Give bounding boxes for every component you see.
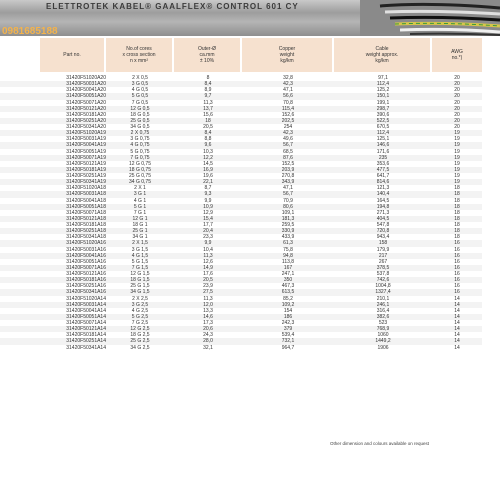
cable-cores-image [360,0,500,36]
cell-cores: 5 G 0,75 [130,148,150,155]
cell-part-no: 31420F50071A18 [66,209,106,216]
cell-outer-diameter: 12,9 [203,209,213,216]
cell-copper-weight: 70,9 [283,197,293,204]
cell-cable-weight: 1327,4 [334,289,432,295]
cell-part-no: 31420F51020A20 [66,75,106,82]
cell-part-no: 31420F50121A14 [0,326,106,332]
cell-awg: 16 [454,258,460,265]
cell-awg: 16 [432,253,482,259]
cell-part-no: 31420F50251A14 [0,338,106,344]
cell-cable-weight: 382,6 [334,314,432,320]
cell-cable-weight: 235 [334,155,432,161]
cell-awg: 14 [432,326,482,332]
cell-awg: 18 [454,209,460,216]
cell-awg: 14 [454,320,460,327]
cell-outer-diameter: 8,4 [174,130,242,136]
cell-copper-weight: 203,9 [242,167,334,173]
cell-outer-diameter: 9,3 [174,191,242,197]
cell-part-no: 31420F51020A16 [0,240,106,246]
cell-copper-weight: 270,8 [281,173,295,180]
cell-awg: 18 [432,216,482,222]
cell-cores: 12 G 1 [106,216,174,222]
cell-copper-weight: 85,2 [283,295,293,302]
cell-cores: 7 G 1,5 [106,265,174,271]
cell-cores: 3 G 0,5 [106,81,174,87]
cell-part-no: 31420F50041A19 [0,142,106,148]
cell-awg: 16 [432,240,482,246]
cell-awg: 20 [454,111,460,118]
cell-cores: 34 G 0,75 [106,179,174,185]
cell-part-no: 31420F50341A20 [66,124,106,131]
cell-copper-weight: 343,9 [242,179,334,185]
cell-part-no: 31420F50181A19 [0,167,106,173]
cell-part-no: 31420F50071A20 [66,99,106,106]
cell-copper-weight: 350 [242,277,334,283]
cell-copper-weight: 202,5 [242,118,334,124]
cell-copper-weight: 154 [283,307,293,314]
cell-outer-diameter: 20,5 [203,124,213,131]
cell-part-no: 31420F50181A14 [66,332,106,339]
cell-part-no: 31420F50341A14 [66,344,106,351]
cell-copper-weight: 152,6 [281,111,295,118]
cell-cable-weight: 140,4 [334,191,432,197]
cell-cable-weight: 150,1 [334,93,432,99]
watermark-phone: 0981685188 [2,26,58,36]
cell-cable-weight: 1060 [377,332,389,339]
cell-awg: 19 [454,160,460,167]
cell-cores: 3 G 0,75 [130,136,150,143]
cell-cable-weight: 112,4 [334,81,432,87]
cell-cable-weight: 125,1 [376,136,390,143]
cell-cable-weight: 523 [378,320,388,327]
cell-cores: 18 G 2,5 [130,332,150,339]
cell-outer-diameter: 12,2 [174,155,242,161]
cell-cable-weight: 670,5 [376,124,390,131]
cell-part-no: 31420F50071A16 [0,265,106,271]
cell-awg: 20 [432,118,482,124]
cell-cores: 2 X 0,5 [132,75,148,82]
cell-cable-weight: 267 [378,258,388,265]
cell-awg: 18 [454,234,460,241]
cell-cable-weight: 125,2 [376,87,390,94]
cell-cores: 12 G 0,5 [106,106,174,112]
cell-outer-diameter: 13,7 [174,106,242,112]
cell-copper-weight: 109,1 [281,209,295,216]
cell-outer-diameter: 27,5 [174,289,242,295]
footnote: Other dimension and colours available on request [330,441,430,446]
cell-part-no: 31420F50041A14 [66,307,106,314]
cell-copper-weight: 113,8 [281,258,295,265]
cell-awg: 14 [454,332,460,339]
cell-awg: 14 [432,338,482,344]
cell-awg: 18 [454,185,460,192]
cell-awg: 14 [432,314,482,320]
banner-title: ELETTROTEK KABEL® GAALFLEX® CONTROL 601 CY [46,2,299,11]
cell-cable-weight: 164,5 [376,197,390,204]
cell-outer-diameter: 11,3 [203,295,213,302]
cell-awg: 20 [432,81,482,87]
cell-part-no: 31420F50251A20 [0,118,106,124]
cell-copper-weight: 80,6 [242,204,334,210]
cell-cores: 7 G 0,5 [131,99,149,106]
cell-copper-weight: 68,5 [283,148,293,155]
cable-data-table [0,75,482,351]
cell-outer-diameter: 16,9 [174,167,242,173]
cable-banner [0,0,500,36]
cell-awg: 19 [432,130,482,136]
cell-cores: 25 G 1 [106,228,174,234]
cell-cores: 5 G 1 [106,204,174,210]
header-cores: No.of cores x cross section n x mm² [106,38,172,72]
cell-part-no: 31420F50041A20 [66,87,106,94]
cell-outer-diameter: 15,4 [174,216,242,222]
cell-outer-diameter: 15,6 [203,111,213,118]
cell-outer-diameter: 9,6 [174,142,242,148]
cell-outer-diameter: 14,5 [203,160,213,167]
cell-cable-weight: 316,4 [376,307,390,314]
cell-part-no: 31420F50251A16 [66,283,106,290]
cell-part-no: 31420F50041A16 [0,253,106,259]
cell-copper-weight: 32,8 [283,75,293,82]
cell-part-no: 31420F50051A20 [0,93,106,99]
cell-outer-diameter: 19,6 [203,173,213,180]
cell-part-no: 31420F50181A16 [0,277,106,283]
cell-cores: 34 G 0,5 [130,124,150,131]
cell-awg: 19 [454,148,460,155]
header-awg: AWG no.*) [432,38,482,72]
cell-cores: 4 G 0,75 [106,142,174,148]
cell-part-no: 31420F50181A20 [66,111,106,118]
cell-cores: 25 G 0,5 [106,118,174,124]
cell-outer-diameter: 14,6 [174,314,242,320]
cell-cores: 3 G 1,5 [131,246,149,253]
cell-outer-diameter: 9,9 [204,197,212,204]
cell-outer-diameter: 20,4 [174,228,242,234]
cell-cable-weight: 522,5 [334,118,432,124]
cell-awg: 19 [432,142,482,148]
cell-outer-diameter: 32,1 [203,344,213,351]
cell-cores: 5 G 1,5 [131,258,149,265]
cell-outer-diameter: 17,7 [203,222,213,229]
table-row [0,345,482,351]
cell-copper-weight: 330,9 [242,228,334,234]
cell-outer-diameter: 18 [174,118,242,124]
cell-outer-diameter: 12,6 [203,258,213,265]
cell-cores: 2 X 0,75 [106,130,174,136]
cell-cores: 34 G 1 [132,234,148,241]
cell-outer-diameter: 11,3 [174,253,242,259]
cell-awg: 20 [454,124,460,131]
cell-cores: 18 G 0,75 [106,167,174,173]
cell-cable-weight: 171,6 [376,148,390,155]
cell-copper-weight: 115,4 [242,106,334,112]
cell-cores: 12 G 1,5 [130,271,150,278]
cell-copper-weight: 186 [242,314,334,320]
cell-cable-weight: 814,6 [334,179,432,185]
cell-outer-diameter: 8,8 [204,136,212,143]
cell-cable-weight: 1906 [377,344,389,351]
cell-part-no: 31420F51020A18 [66,185,106,192]
cell-awg: 19 [454,173,460,180]
cell-awg: 14 [454,307,460,314]
cell-part-no: 31420F50031A18 [0,191,106,197]
cell-cable-weight: 210,1 [376,295,390,302]
cell-copper-weight: 259,5 [281,222,295,229]
cell-awg: 18 [454,222,460,229]
cell-cable-weight: 537,8 [376,271,390,278]
cell-part-no: 31420F50121A16 [66,271,106,278]
cell-awg: 19 [432,167,482,173]
cell-cable-weight: 97,1 [378,75,388,82]
cell-awg: 19 [454,136,460,143]
cell-part-no: 31420F50121A20 [0,106,106,112]
cell-outer-diameter: 28,0 [174,338,242,344]
cell-copper-weight: 49,6 [283,136,293,143]
cell-copper-weight: 732,1 [242,338,334,344]
cell-awg: 16 [454,271,460,278]
cell-cable-weight: 246,1 [334,302,432,308]
cell-copper-weight: 247,1 [281,271,295,278]
cell-part-no: 31420F50251A19 [66,173,106,180]
cell-copper-weight: 433,9 [281,234,295,241]
cell-cable-weight: 1449,2 [334,338,432,344]
cell-awg: 14 [454,344,460,351]
cell-part-no: 31420F50181A18 [66,222,106,229]
cell-cores: 34 G 1,5 [106,289,174,295]
cell-outer-diameter: 14,9 [174,265,242,271]
cell-outer-diameter: 8,9 [204,87,212,94]
cell-outer-diameter: 11,3 [203,99,213,106]
cell-awg: 16 [432,277,482,283]
cell-outer-diameter: 8,7 [204,185,212,192]
cell-awg: 20 [432,106,482,112]
cell-cores: 5 G 2,5 [106,314,174,320]
cell-part-no: 31420F50051A19 [66,148,106,155]
cell-copper-weight: 539,4 [281,332,295,339]
cell-cores: 2 X 1,5 [106,240,174,246]
cell-part-no: 31420F51020A19 [0,130,106,136]
cell-part-no: 31420F50031A16 [66,246,106,253]
cell-outer-diameter: 20,6 [174,326,242,332]
cell-cable-weight: 298,7 [334,106,432,112]
cell-cores: 7 G 2,5 [131,320,149,327]
cell-copper-weight: 467,3 [281,283,295,290]
cell-part-no: 31420F51020A14 [66,295,106,302]
cell-cable-weight: 378,5 [334,265,432,271]
cell-cable-weight: 547,8 [376,222,390,229]
cell-part-no: 31420F50341A16 [0,289,106,295]
cell-outer-diameter: 9,7 [174,93,242,99]
cell-cable-weight: 943,4 [376,234,390,241]
cell-awg: 16 [454,283,460,290]
cell-copper-weight: 75,8 [283,246,293,253]
cell-cable-weight: 217 [334,253,432,259]
cell-cable-weight: 353,6 [376,160,390,167]
cell-part-no: 31420F50031A19 [66,136,106,143]
cell-cores: 25 G 1,5 [130,283,150,290]
cell-cores: 4 G 1,5 [106,253,174,259]
cell-cores: 2 X 2,5 [132,295,148,302]
cell-cable-weight: 112,4 [334,130,432,136]
cell-copper-weight: 167 [242,265,334,271]
cell-cable-weight: 390,6 [376,111,390,118]
cell-copper-weight: 613,5 [242,289,334,295]
cell-copper-weight: 47,1 [283,87,293,94]
cell-outer-diameter: 8,4 [174,81,242,87]
cell-part-no: 31420F50121A19 [66,160,106,167]
cell-part-no: 31420F50031A14 [0,302,106,308]
cell-copper-weight: 152,5 [281,160,295,167]
cell-copper-weight: 94,8 [242,253,334,259]
cell-copper-weight: 379 [242,326,334,332]
header-part-no: Part no. [40,38,104,72]
cell-cable-weight: 768,9 [334,326,432,332]
cell-copper-weight: 109,2 [242,302,334,308]
cell-outer-diameter: 24,3 [203,332,213,339]
cell-cores: 4 G 2,5 [131,307,149,314]
cell-part-no: 31420F50121A18 [0,216,106,222]
cell-awg: 18 [432,191,482,197]
cell-outer-diameter: 22,1 [174,179,242,185]
cell-copper-weight: 181,3 [242,216,334,222]
cell-copper-weight: 964,7 [281,344,295,351]
cell-part-no: 31420F50051A18 [0,204,106,210]
table-header [0,38,500,74]
cell-cores: 25 G 2,5 [106,338,174,344]
cell-copper-weight: 42,3 [242,81,334,87]
cell-outer-diameter: 17,3 [203,320,213,327]
cell-cores: 34 G 2,5 [130,344,150,351]
cell-part-no: 31420F50031A20 [0,81,106,87]
cell-awg: 18 [432,204,482,210]
cell-awg: 20 [432,93,482,99]
cell-copper-weight: 61,3 [242,240,334,246]
cell-awg: 18 [454,197,460,204]
cell-awg: 16 [454,246,460,253]
cell-copper-weight: 87,6 [242,155,334,161]
cell-cores: 25 G 0,75 [129,173,151,180]
cell-awg: 14 [454,295,460,302]
cell-awg: 14 [432,302,482,308]
cell-outer-diameter: 23,9 [203,283,213,290]
header-cable-weight: Cable weight approx. kg/km [334,38,430,72]
cell-cable-weight: 199,1 [376,99,390,106]
cell-cores: 2 X 1 [134,185,146,192]
cell-cores: 5 G 0,5 [106,93,174,99]
cell-copper-weight: 56,7 [242,142,334,148]
cell-copper-weight: 242,3 [281,320,295,327]
cell-copper-weight: 70,8 [283,99,293,106]
cell-outer-diameter: 17,6 [203,271,213,278]
cell-cores: 4 G 0,5 [131,87,149,94]
cell-cable-weight: 1004,8 [375,283,391,290]
cell-cable-weight: 146,6 [334,142,432,148]
cell-cable-weight: 477,5 [334,167,432,173]
cell-cable-weight: 179,9 [376,246,390,253]
cell-cores: 12 G 2,5 [106,326,174,332]
cell-cable-weight: 742,6 [334,277,432,283]
header-copper-weight: Copper weight kg/km [242,38,332,72]
cell-cores: 18 G 1 [132,222,148,229]
cell-cable-weight: 641,7 [376,173,390,180]
cell-copper-weight: 56,6 [242,93,334,99]
cell-copper-weight: 47,1 [283,185,293,192]
header-outer-diameter: Outer-Ø ca.mm ± 10% [174,38,240,72]
cell-outer-diameter: 10,4 [203,246,213,253]
cell-cores: 18 G 0,5 [130,111,150,118]
cell-awg: 20 [454,99,460,106]
cell-part-no: 31420F50051A14 [0,314,106,320]
cell-cable-weight: 404,5 [334,216,432,222]
cell-outer-diameter: 9,9 [174,240,242,246]
cell-part-no: 31420F50341A19 [0,179,106,185]
cell-awg: 19 [432,155,482,161]
cell-cable-weight: 720,8 [334,228,432,234]
cell-cores: 3 G 1 [106,191,174,197]
cell-cores: 12 G 0,75 [129,160,151,167]
cell-cores: 18 G 1,5 [106,277,174,283]
cell-cable-weight: 194,8 [334,204,432,210]
cell-part-no: 31420F50071A19 [0,155,106,161]
cell-cores: 7 G 0,75 [106,155,174,161]
cell-cable-weight: 158 [334,240,432,246]
cell-part-no: 31420F50071A14 [66,320,106,327]
cell-awg: 20 [454,87,460,94]
cell-part-no: 31420F50041A18 [66,197,106,204]
cell-outer-diameter: 12,0 [174,302,242,308]
cell-copper-weight: 56,7 [242,191,334,197]
cell-cores: 4 G 1 [133,197,147,204]
cell-part-no: 31420F50341A18 [66,234,106,241]
cell-outer-diameter: 10,9 [174,204,242,210]
cell-copper-weight: 254 [283,124,293,131]
cell-part-no: 31420F50051A16 [66,258,106,265]
cell-outer-diameter: 10,3 [203,148,213,155]
cell-outer-diameter: 8 [206,75,210,82]
cell-awg: 16 [432,265,482,271]
cell-cable-weight: 121,3 [376,185,390,192]
cell-awg: 18 [432,228,482,234]
cell-outer-diameter: 20,5 [174,277,242,283]
cell-cores: 3 G 2,5 [106,302,174,308]
cell-outer-diameter: 13,3 [203,307,213,314]
cell-awg: 16 [432,289,482,295]
cell-cores: 7 G 1 [133,209,147,216]
cell-copper-weight: 42,3 [242,130,334,136]
cell-awg: 19 [432,179,482,185]
cell-part-no: 31420F50251A18 [0,228,106,234]
cell-awg: 20 [454,75,460,82]
cell-outer-diameter: 23,3 [203,234,213,241]
cell-cable-weight: 271,3 [376,209,390,216]
